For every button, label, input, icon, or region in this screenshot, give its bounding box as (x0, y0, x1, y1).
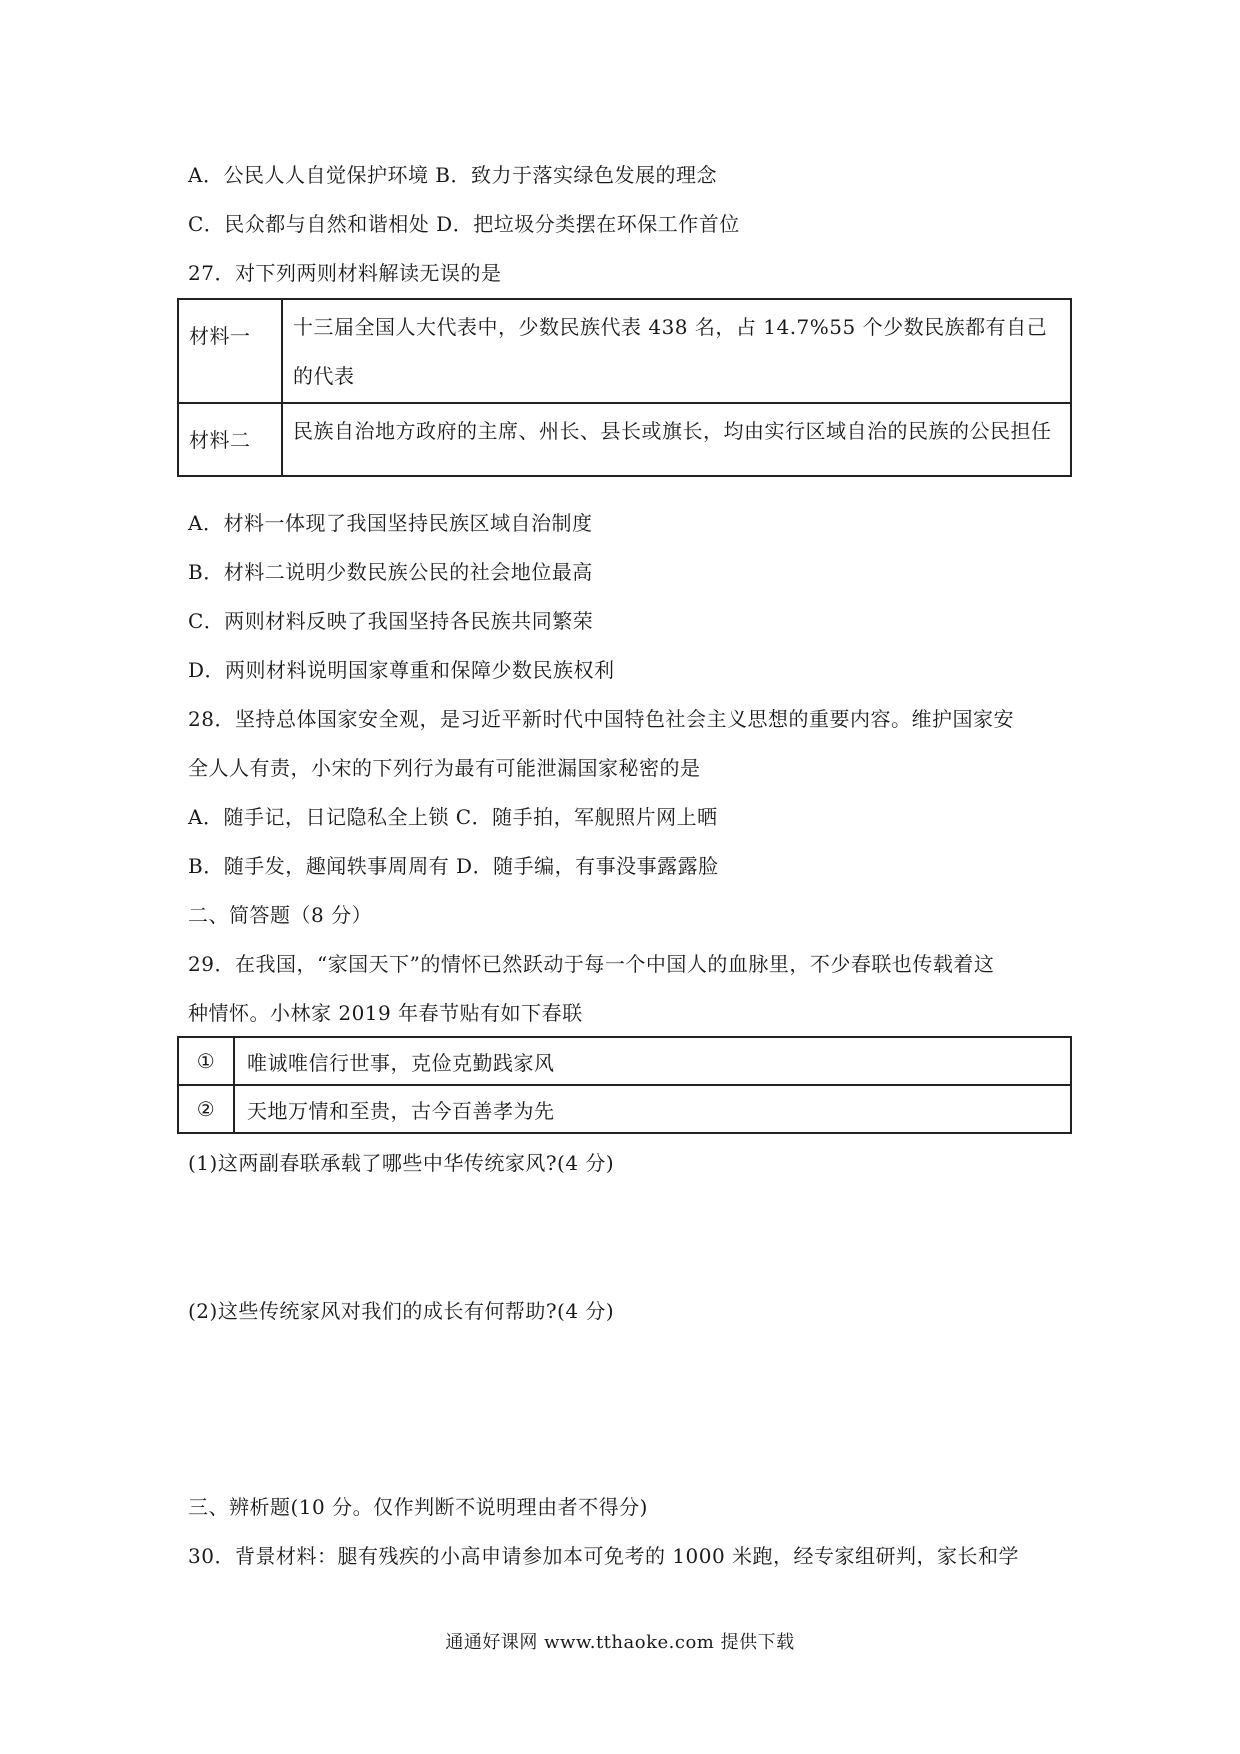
couplet-table (177, 1036, 1072, 1134)
material-text: 十三届全国人大代表中，少数民族代表 438 名，占 14.7%55 个少数民族都有自己的代表 (282, 299, 1071, 403)
q27-option-a: A．材料一体现了我国坚持民族区域自治制度 (188, 511, 593, 535)
q27-option-c: C．两则材料反映了我国坚持各民族共同繁荣 (188, 609, 594, 633)
q27-option-b: B．材料二说明少数民族公民的社会地位最高 (188, 560, 593, 584)
q26-options-ab: A．公民人人自觉保护环境 B．致力于落实绿色发展的理念 (188, 163, 717, 187)
q30-stem-line1: 30．背景材料：腿有残疾的小高申请参加本可免考的 1000 米跑，经专家组研判，家长和学 (188, 1544, 1020, 1568)
q29-sub1: (1)这两副春联承载了哪些中华传统家风?(4 分) (188, 1151, 615, 1175)
couplet-text: 天地万情和至贵，古今百善孝为先 (234, 1085, 1071, 1133)
material-row (178, 299, 1071, 403)
material-row (178, 403, 1071, 476)
q27-stem: 27．对下列两则材料解读无误的是 (188, 261, 502, 285)
q27-option-d: D．两则材料说明国家尊重和保障少数民族权利 (188, 658, 615, 682)
q29-stem-line1: 29．在我国，“家国天下”的情怀已然跃动于每一个中国人的血脉里，不少春联也传载着这 (188, 952, 995, 976)
couplet-number: ② (178, 1085, 234, 1133)
couplet-number: ① (178, 1037, 234, 1085)
material-text: 民族自治地方政府的主席、州长、县长或旗长，均由实行区域自治的民族的公民担任 (282, 403, 1071, 476)
couplet-row (178, 1085, 1071, 1133)
material-label: 材料一 (178, 299, 282, 403)
q28-stem-line1: 28．坚持总体国家安全观，是习近平新时代中国特色社会主义思想的重要内容。维护国家安 (188, 707, 1014, 731)
section3-heading: 三、辨析题(10 分。仅作判断不说明理由者不得分) (188, 1495, 648, 1519)
q27-material-table (177, 298, 1072, 477)
material-label: 材料二 (178, 403, 282, 476)
q28-options-bd: B．随手发，趣闻轶事周周有 D．随手编，有事没事露露脸 (188, 854, 719, 878)
couplet-text: 唯诚唯信行世事，克俭克勤践家风 (234, 1037, 1071, 1085)
q29-sub2: (2)这些传统家风对我们的成长有何帮助?(4 分) (188, 1299, 615, 1323)
q28-options-ac: A．随手记，日记隐私全上锁 C．随手拍，军舰照片网上晒 (188, 805, 718, 829)
couplet-row (178, 1037, 1071, 1085)
q26-options-cd: C．民众都与自然和谐相处 D．把垃圾分类摆在环保工作首位 (188, 212, 740, 236)
q29-stem-line2: 种情怀。小林家 2019 年春节贴有如下春联 (188, 1001, 583, 1025)
section2-heading: 二、简答题（8 分） (188, 903, 373, 927)
q28-stem-line2: 全人人有责，小宋的下列行为最有可能泄漏国家秘密的是 (188, 756, 701, 780)
page-footer: 通通好课网 www.tthaoke.com 提供下载 (445, 1632, 795, 1653)
